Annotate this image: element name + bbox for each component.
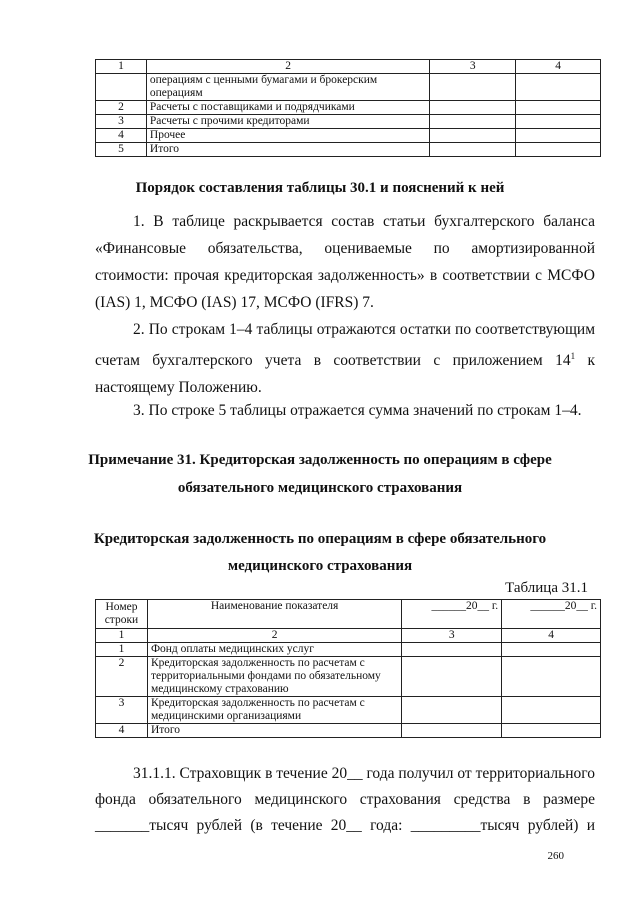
header-indicator-name: Наименование показателя	[147, 600, 401, 629]
value-cell	[516, 74, 601, 101]
row-label: Расчеты с прочими кредиторами	[146, 115, 429, 129]
paragraph-2	[95, 316, 595, 401]
paragraph-text: 2. По строкам 1–4 таблицы отражаются остатки по соответствующим счетам бухгалтерского учета в соответствии с приложением 14	[95, 321, 595, 370]
value-cell	[516, 115, 601, 129]
header-cell: 3	[430, 60, 516, 74]
row-number: 4	[96, 724, 148, 738]
value-cell	[430, 129, 516, 143]
table-row	[96, 129, 601, 143]
row-label: Прочее	[146, 129, 429, 143]
text-line-3: _______тысяч рублей (в течение 20__ года: _________тысяч рублей) и	[95, 817, 595, 834]
row-number: 4	[96, 129, 147, 143]
value-cell	[502, 724, 601, 738]
table-caption: Таблица 31.1	[505, 580, 588, 596]
text-line-2: фонда обязательного медицинского страхования средства в размере	[95, 791, 595, 808]
numbering-row	[96, 629, 601, 643]
row-number: 2	[96, 101, 147, 115]
table-row	[96, 724, 601, 738]
value-cell	[502, 697, 601, 724]
table-31-1	[95, 599, 601, 738]
value-cell	[430, 143, 516, 157]
section-heading: Порядок составления таблицы 30.1 и пояснений к ней	[135, 180, 505, 196]
header-cell: 1	[96, 60, 147, 74]
value-cell	[502, 643, 601, 657]
row-number: 3	[96, 697, 148, 724]
table-header-row	[96, 600, 601, 629]
table-row	[96, 115, 601, 129]
row-label: Кредиторская задолженность по расчетам с территориальными фондами по обязательному медицинскому страхованию	[147, 657, 401, 697]
paragraph-text: к настоящему Положению.	[95, 352, 596, 397]
paragraph-3	[95, 397, 595, 424]
text-line-1: 31.1.1. Страховщик в течение 20__ года получил от территориального	[133, 765, 595, 782]
value-cell	[516, 101, 601, 115]
paragraph-text: 3. По строке 5 таблицы отражается сумма значений по строкам 1–4.	[133, 402, 582, 419]
numbering-cell: 3	[402, 629, 502, 643]
header-period-1: ______20__ г.	[402, 600, 502, 629]
footnote-superscript: 1	[570, 351, 576, 361]
value-cell	[430, 101, 516, 115]
header-cell: 4	[516, 60, 601, 74]
value-cell	[402, 643, 502, 657]
table-header-row	[96, 60, 601, 74]
table-row	[96, 101, 601, 115]
numbering-cell: 4	[502, 629, 601, 643]
header-row-number: Номер строки	[96, 600, 148, 629]
value-cell	[516, 129, 601, 143]
paragraph-text: 1. В таблице раскрывается состав статьи бухгалтерского баланса «Финансовые обязательства, оцениваемые по амортизированной стоимости: прочая кредиторская задолженность» в соответствии с МСФО (IAS) 1, МСФО (IAS) 17, МСФО (IFRS) 7.	[95, 213, 595, 311]
numbering-cell: 1	[96, 629, 148, 643]
value-cell	[516, 143, 601, 157]
row-label: операциям с ценными бумагами и брокерским операциям	[146, 74, 429, 101]
value-cell	[430, 74, 516, 101]
row-number: 5	[96, 143, 147, 157]
row-label: Итого	[147, 724, 401, 738]
value-cell	[430, 115, 516, 129]
table-title-line-2: медицинского страхования	[227, 558, 413, 574]
value-cell	[402, 657, 502, 697]
table-row	[96, 697, 601, 724]
numbering-cell: 2	[147, 629, 401, 643]
row-number: 3	[96, 115, 147, 129]
page-number: 260	[547, 850, 564, 862]
table-row	[96, 643, 601, 657]
row-label: Кредиторская задолженность по расчетам с медицинскими организациями	[147, 697, 401, 724]
table-row	[96, 143, 601, 157]
table-row	[96, 74, 601, 101]
value-cell	[502, 657, 601, 697]
row-number: 1	[96, 643, 148, 657]
table-title-line-1: Кредиторская задолженность по операциям в сфере обязательного	[93, 531, 547, 547]
row-label: Фонд оплаты медицинских услуг	[147, 643, 401, 657]
paragraph-1	[95, 208, 595, 316]
row-number	[96, 74, 147, 101]
value-cell	[402, 724, 502, 738]
header-cell: 2	[146, 60, 429, 74]
note-heading-line-2: обязательного медицинского страхования	[177, 480, 463, 496]
value-cell	[402, 697, 502, 724]
row-number: 2	[96, 657, 148, 697]
note-heading-line-1: Примечание 31. Кредиторская задолженность по операциям в сфере	[88, 452, 552, 468]
header-period-2: ______20__ г.	[502, 600, 601, 629]
table-30-1	[95, 59, 601, 157]
table-row	[96, 657, 601, 697]
row-label: Итого	[146, 143, 429, 157]
row-label: Расчеты с поставщиками и подрядчиками	[146, 101, 429, 115]
